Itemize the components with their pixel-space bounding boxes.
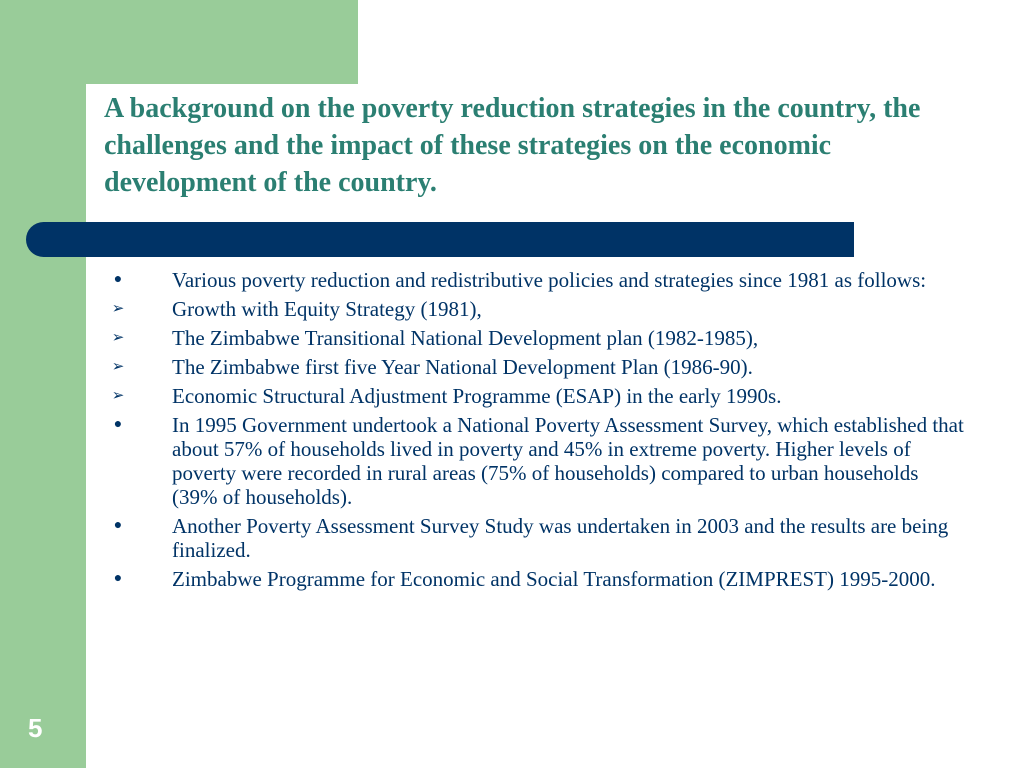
list-item <box>104 297 964 321</box>
arrow-bullet-icon: ➢ <box>111 388 125 404</box>
list-item <box>104 268 964 292</box>
bullet-dot-icon: ● <box>113 518 123 533</box>
bullet-dot-icon: ● <box>113 417 123 432</box>
bullet-dot-icon: ● <box>113 571 123 586</box>
list-item-text: Growth with Equity Strategy (1981), <box>172 297 482 321</box>
arrow-bullet-icon: ➢ <box>111 301 125 317</box>
slide-number: 5 <box>28 713 43 743</box>
list-item-text: The Zimbabwe Transitional National Development plan (1982-1985), <box>172 326 759 350</box>
list-item-text: The Zimbabwe first five Year National Development Plan (1986-90). <box>172 355 753 379</box>
list-item <box>104 567 964 591</box>
bullet-list <box>104 268 964 596</box>
list-item <box>104 514 964 562</box>
list-item-text: Various poverty reduction and redistributive policies and strategies since 1981 as follows: <box>172 268 927 292</box>
top-decor-band <box>86 0 358 84</box>
list-item <box>104 384 964 408</box>
list-item-text: Economic Structural Adjustment Programme (ESAP) in the early 1990s. <box>172 384 782 408</box>
list-item-text: Zimbabwe Programme for Economic and Social Transformation (ZIMPREST) 1995-2000. <box>172 567 936 591</box>
bullet-dot-icon: ● <box>113 272 123 287</box>
arrow-bullet-icon: ➢ <box>111 359 125 375</box>
slide-title: A background on the poverty reduction strategies in the country, the challenges and the impact of these strategies on the economic development of the country. <box>104 93 921 198</box>
list-item-text: In 1995 Government undertook a National Poverty Assessment Survey, which established that about 57% of households lived in poverty and 45% in extreme poverty. Higher levels of poverty were recorded in rural areas (75% of households) compared to urban households (39% of households). <box>172 413 964 509</box>
left-decor-band <box>0 0 86 768</box>
list-item <box>104 413 964 509</box>
list-item <box>104 355 964 379</box>
list-item-text: Another Poverty Assessment Survey Study was undertaken in 2003 and the results are being finalized. <box>172 514 949 562</box>
list-item <box>104 326 964 350</box>
arrow-bullet-icon: ➢ <box>111 330 125 346</box>
title-divider-bar <box>26 222 854 257</box>
